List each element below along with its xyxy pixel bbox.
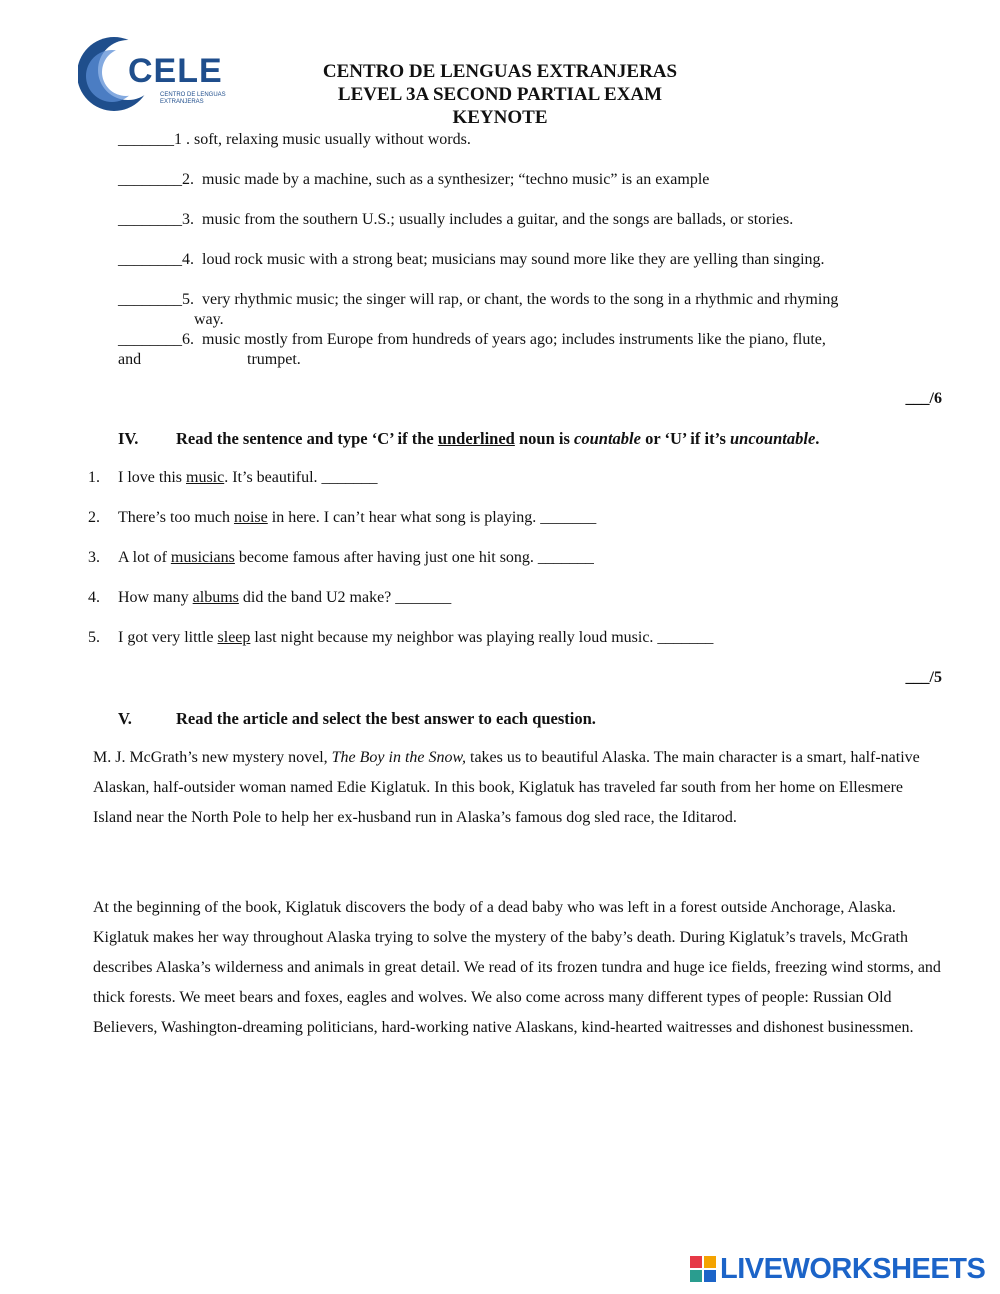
logo-text: CELE — [128, 52, 223, 90]
liveworksheets-text: LIVEWORKSHEETS — [720, 1253, 986, 1285]
underlined-noun: albums — [192, 589, 239, 606]
liveworksheets-watermark — [690, 1252, 990, 1286]
definition-number: 1 . — [174, 131, 190, 148]
question-text: I love this — [118, 469, 186, 486]
instruction-text: or ‘U’ if it’s — [640, 429, 730, 448]
underlined-noun: music — [186, 469, 225, 486]
question-number: 3. — [88, 549, 100, 566]
definition-number: 6. — [182, 331, 194, 348]
book-title: The Boy in the Snow, — [331, 749, 466, 766]
answer-blank[interactable]: ________ — [118, 291, 182, 308]
answer-blank[interactable]: ________ — [118, 251, 182, 268]
instruction-italic: uncountable — [730, 429, 816, 448]
definition-5 — [118, 290, 948, 310]
question-text-answer[interactable]: in here. I can’t hear what song is playing. _______ — [267, 509, 597, 526]
article-text: takes us to beautiful Alaska. The main character is a smart, half-native Alaskan, half-outsider woman named Edie Kiglatuk. In this book, Kiglatuk has traveled far south from her home on Ellesmere Island near the North Pole to help her ex-husband run in Alaska’s famous dog sled race, the Iditarod. — [93, 749, 920, 826]
underlined-noun: musicians — [170, 549, 235, 566]
liveworksheets-badge-icon — [690, 1256, 716, 1282]
section-number: IV. — [118, 429, 139, 448]
logo-subtitle: CENTRO DE LENGUAS EXTRANJERAS — [160, 92, 226, 105]
question-number: 2. — [88, 509, 100, 526]
definition-3 — [118, 210, 948, 230]
question-text-answer[interactable]: become famous after having just one hit song. _______ — [234, 549, 594, 566]
article-text: M. J. McGrath’s new mystery novel, — [93, 749, 332, 766]
definition-text: music made by a machine, such as a synthesizer; “techno music” is an example — [202, 171, 710, 188]
section-4-heading — [118, 429, 819, 449]
instruction-underlined: underlined — [437, 429, 515, 448]
underlined-noun: sleep — [217, 629, 251, 646]
header-line-1: CENTRO DE LENGUAS EXTRANJERAS — [322, 61, 678, 82]
question-number: 1. — [88, 469, 100, 486]
score-section-4: ___/5 — [905, 669, 942, 686]
article-paragraph-2: At the beginning of the book, Kiglatuk discovers the body of a dead baby who was left in a forest outside Anchorage, Alaska. Kiglatuk makes her way throughout Alaska trying to solve the mystery of the baby’s death. During Kiglatuk’s travels, McGrath describes Alaska’s wilderness and animals in great detail. We read of its frozen tundra and huge ice fields, freezing wind storms, and thick forests. We meet bears and foxes, eagles and wolves. We also come across many different types of people: Russian Old Believers, Washington-dreaming politicians, hard-working native Alaskans, kind-hearted waitresses and dishonest businessmen. — [93, 899, 941, 1036]
definition-number: 3. — [182, 211, 194, 228]
definition-number: 4. — [182, 251, 194, 268]
definition-text: music from the southern U.S.; usually includes a guitar, and the songs are ballads, or stories. — [202, 211, 794, 228]
definition-text: very rhythmic music; the singer will rap, or chant, the words to the song in a rhythmic and rhyming — [202, 291, 839, 308]
question-text: How many — [118, 589, 193, 606]
question-text-answer[interactable]: did the band U2 make? _______ — [238, 589, 452, 606]
header-line-3: KEYNOTE — [452, 107, 548, 128]
score-section-3: ___/6 — [905, 390, 942, 407]
instruction-italic: countable — [574, 429, 641, 448]
question-number: 4. — [88, 589, 100, 606]
section-5-heading — [118, 709, 596, 729]
definition-1 — [118, 130, 948, 150]
article-paragraph-1 — [93, 743, 943, 833]
question-text: A lot of — [118, 549, 171, 566]
section-number: V. — [118, 709, 132, 728]
definition-2 — [118, 170, 948, 190]
definition-number: 2. — [182, 171, 194, 188]
definition-6-continuation-b: trumpet. — [247, 351, 301, 368]
definition-number: 5. — [182, 291, 194, 308]
definition-text: soft, relaxing music usually without words. — [194, 131, 471, 148]
question-2 — [88, 509, 596, 527]
question-1 — [88, 469, 378, 487]
question-text: I got very little — [118, 629, 218, 646]
question-3 — [88, 549, 594, 567]
definition-text: loud rock music with a strong beat; musicians may sound more like they are yelling than singing. — [202, 251, 825, 268]
question-5 — [88, 629, 713, 647]
instruction-text: noun is — [514, 429, 575, 448]
answer-blank[interactable]: _______ — [118, 131, 174, 148]
instruction-text: . — [815, 429, 820, 448]
underlined-noun: noise — [233, 509, 268, 526]
definition-text: music mostly from Europe from hundreds of years ago; includes instruments like the piano, flute, — [202, 331, 826, 348]
answer-blank[interactable]: ________ — [118, 171, 182, 188]
answer-blank[interactable]: ________ — [118, 211, 182, 228]
instruction-text: Read the sentence and type ‘C’ if the — [176, 429, 438, 448]
definition-4 — [118, 250, 948, 270]
question-text: There’s too much — [118, 509, 234, 526]
section-title: Read the article and select the best answer to each question. — [176, 709, 596, 728]
question-number: 5. — [88, 629, 100, 646]
answer-blank[interactable]: ________ — [118, 331, 182, 348]
header-line-2: LEVEL 3A SECOND PARTIAL EXAM — [337, 84, 663, 105]
exam-header — [200, 60, 800, 129]
question-4 — [88, 589, 451, 607]
definition-5-continuation: way. — [194, 311, 224, 328]
definition-6-continuation-a: and — [118, 351, 142, 368]
question-text-answer[interactable]: . It’s beautiful. _______ — [224, 469, 378, 486]
definition-6 — [118, 330, 948, 350]
question-text-answer[interactable]: last night because my neighbor was playing really loud music. _______ — [250, 629, 714, 646]
